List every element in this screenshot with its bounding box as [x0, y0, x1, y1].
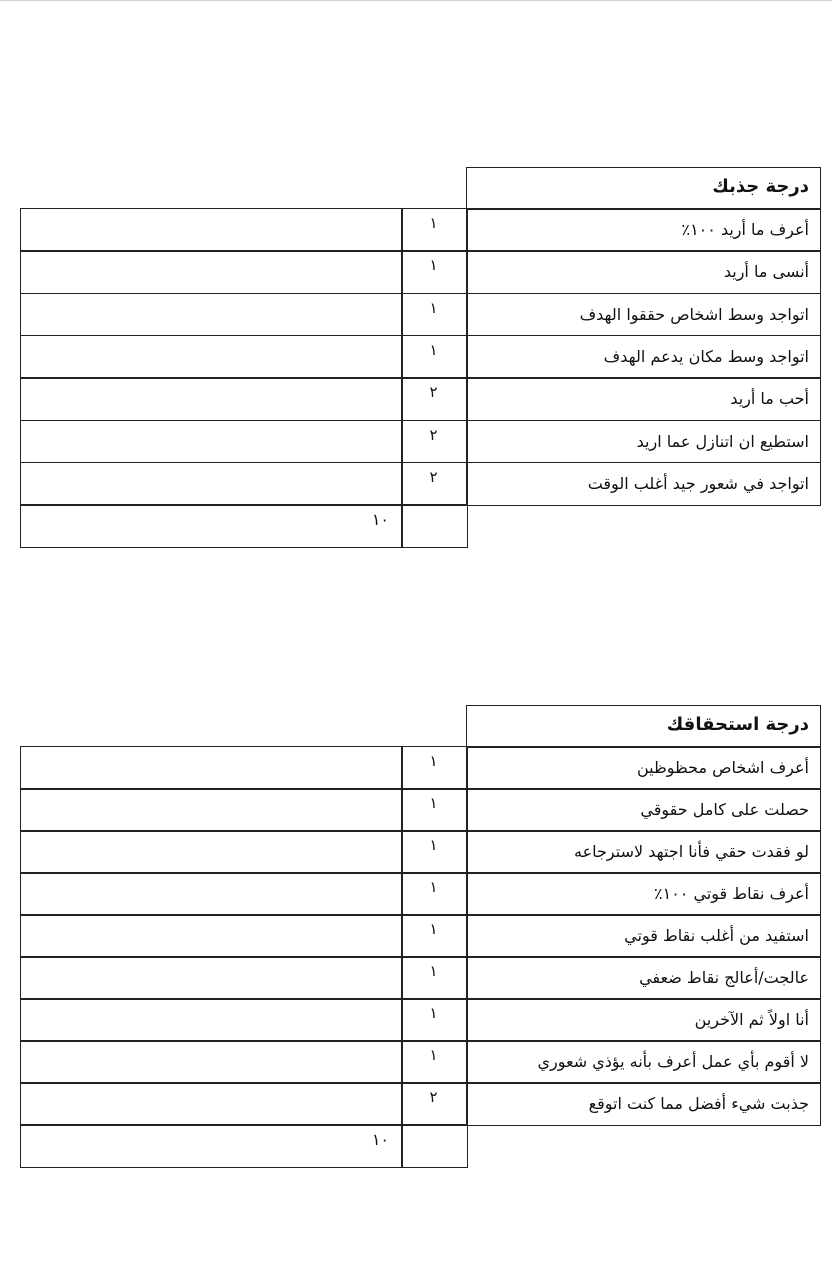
criterion-label: أعرف نقاط قوتي ١٠٠٪	[654, 884, 809, 903]
blank-cell	[20, 998, 403, 1042]
score-value: ٢	[429, 467, 438, 486]
criterion-label: جذبت شيء أفضل مما كنت اتوقع	[588, 1094, 809, 1113]
blank-cell	[20, 250, 403, 294]
criterion-label: لو فقدت حقي فأنا اجتهد لاسترجاعه	[574, 842, 809, 861]
blank-cell	[20, 1082, 403, 1126]
criterion-label: استفيد من أغلب نقاط قوتي	[624, 926, 809, 945]
total-score-cell	[401, 504, 468, 548]
criterion-label: استطيع ان اتنازل عما اريد	[636, 431, 809, 451]
criterion-label: عالجت/أعالج نقاط ضعفي	[639, 968, 809, 987]
criterion-label: أحب ما أريد	[730, 389, 809, 409]
score-value: ٢	[429, 425, 438, 444]
blank-cell	[20, 335, 403, 379]
section-total: ١٠	[371, 510, 389, 530]
score-value: ٢	[429, 383, 438, 402]
criterion-label: حصلت على كامل حقوقي	[640, 800, 809, 819]
score-value: ١	[429, 340, 438, 359]
blank-cell	[20, 746, 403, 790]
criterion-label: أعرف ما أريد ١٠٠٪	[681, 220, 809, 239]
score-value: ١	[429, 878, 438, 896]
page-top-edge	[0, 0, 832, 1]
score-value: ١	[429, 1046, 438, 1064]
section-title: درجة جذبك	[712, 176, 809, 197]
criterion-label: أنسى ما أريد	[723, 262, 809, 282]
blank-cell	[20, 293, 403, 337]
blank-cell	[20, 208, 403, 252]
score-value: ٢	[429, 1088, 438, 1106]
score-value: ١	[429, 836, 438, 854]
score-value: ١	[429, 1004, 438, 1022]
criterion-label: اتواجد وسط اشخاص حققوا الهدف	[579, 304, 809, 324]
score-value: ١	[429, 920, 438, 938]
blank-cell	[20, 914, 403, 958]
blank-cell	[20, 956, 403, 1000]
criterion-label: اتواجد في شعور جيد أغلب الوقت	[587, 473, 809, 493]
section-title: درجة استحقاقك	[666, 714, 809, 735]
blank-cell	[20, 462, 403, 506]
score-value: ١	[429, 962, 438, 980]
section-total: ١٠	[371, 1130, 389, 1149]
score-value: ١	[429, 214, 438, 232]
criterion-label: لا أقوم بأي عمل أعرف بأنه يؤذي شعوري	[537, 1052, 809, 1071]
blank-cell	[20, 788, 403, 832]
criterion-label: أنا اولاً ثم الآخرين	[694, 1010, 809, 1029]
blank-cell	[20, 830, 403, 874]
blank-cell	[20, 420, 403, 464]
criterion-label: اتواجد وسط مكان يدعم الهدف	[603, 346, 809, 366]
blank-cell	[20, 872, 403, 916]
criterion-label: أعرف اشخاص محظوظين	[636, 758, 809, 777]
blank-cell	[20, 377, 403, 421]
blank-cell	[20, 1040, 403, 1084]
score-value: ١	[429, 752, 438, 770]
total-score-cell	[401, 1124, 468, 1168]
score-value: ١	[429, 256, 438, 275]
score-value: ١	[429, 298, 438, 317]
score-value: ١	[429, 794, 438, 812]
